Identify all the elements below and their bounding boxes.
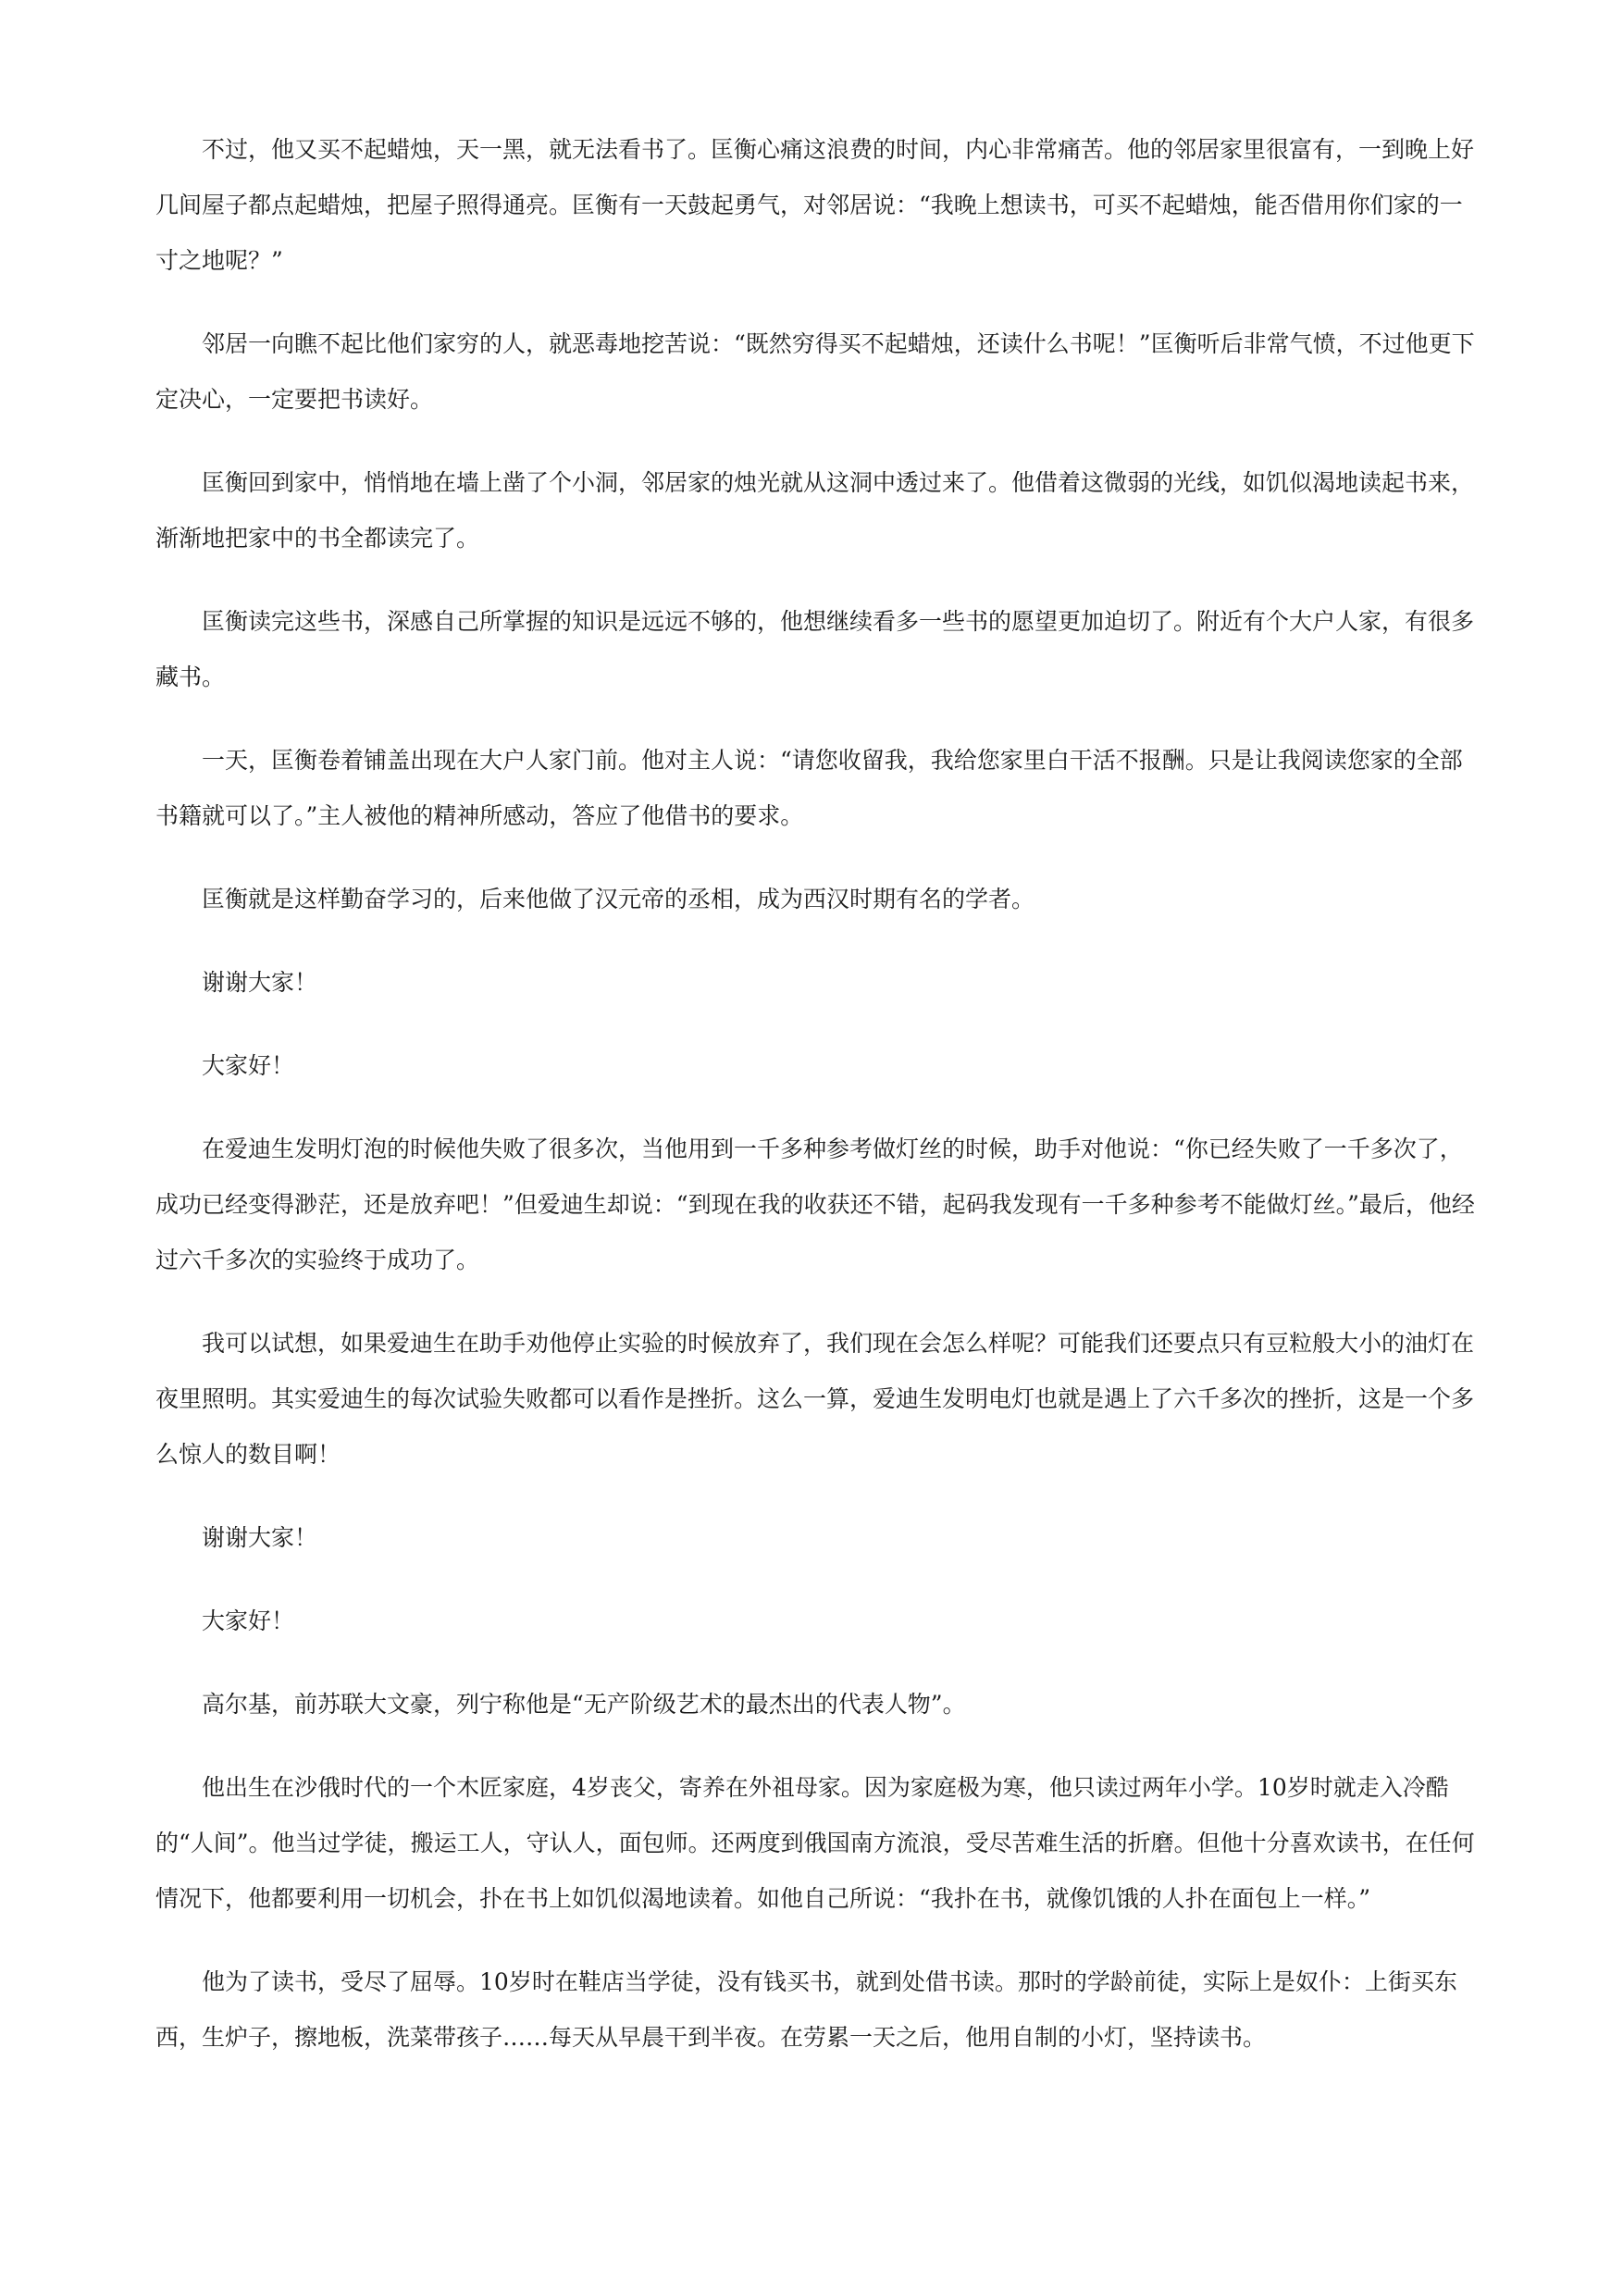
closing-line: 谢谢大家！ [202,1524,318,1551]
paragraph: 匡衡读完这些书，深感自己所掌握的知识是远远不够的，他想继续看多一些书的愿望更加迫切了。附近有个大户人家，有很多藏书。 [155,608,1475,690]
paragraph: 匡衡回到家中，悄悄地在墙上凿了个小洞，邻居家的烛光就从这洞中透过来了。他借着这微弱的光线，如饥似渴地读起书来，渐渐地把家中的书全都读完了。 [155,469,1475,552]
document-body [155,122,1479,2093]
paragraph: 在爱迪生发明灯泡的时候他失败了很多次，当他用到一千多种参考做灯丝的时候，助手对他说：“你已经失败了一千多次了，成功已经变得渺茫，还是放弃吧！”但爱迪生却说：“到现在我的收获还不错，起码我发现有一千多种参考不能做灯丝。”最后，他经过六千多次的实验终于成功了。 [155,1136,1475,1273]
paragraph: 高尔基，前苏联大文豪，列宁称他是“无产阶级艺术的最杰出的代表人物”。 [202,1691,966,1718]
greeting-line: 大家好！ [202,1052,295,1079]
greeting-line: 大家好！ [202,1607,295,1634]
paragraph: 他出生在沙俄时代的一个木匠家庭，4岁丧父，寄养在外祖母家。因为家庭极为寒，他只读过两年小学。10岁时就走入冷酷的“人间”。他当过学徒，搬运工人，守认人，面包师。还两度到俄国南方流浪，受尽苦难生活的折磨。但他十分喜欢读书，在任何情况下，他都要利用一切机会，扑在书上如饥似渴地读着。如他自己所说：“我扑在书，就像饥饿的人扑在面包上一样。” [155,1774,1475,1912]
closing-line: 谢谢大家！ [202,969,318,996]
paragraph: 不过，他又买不起蜡烛，天一黑，就无法看书了。匡衡心痛这浪费的时间，内心非常痛苦。他的邻居家里很富有，一到晚上好几间屋子都点起蜡烛，把屋子照得通亮。匡衡有一天鼓起勇气，对邻居说：“我晚上想读书，可买不起蜡烛，能否借用你们家的一寸之地呢？” [155,136,1475,274]
paragraph: 匡衡就是这样勤奋学习的，后来他做了汉元帝的丞相，成为西汉时期有名的学者。 [202,886,1035,912]
paragraph: 他为了读书，受尽了屈辱。10岁时在鞋店当学徒，没有钱买书，就到处借书读。那时的学龄前徒，实际上是奴仆：上街买东西，生炉子，擦地板，洗菜带孩子……每天从早晨干到半夜。在劳累一天之后，他用自制的小灯，坚持读书。 [155,1968,1457,2051]
paragraph: 一天，匡衡卷着铺盖出现在大户人家门前。他对主人说：“请您收留我，我给您家里白干活不报酬。只是让我阅读您家的全部书籍就可以了。”主人被他的精神所感动，答应了他借书的要求。 [155,747,1463,829]
paragraph: 邻居一向瞧不起比他们家穷的人，就恶毒地挖苦说：“既然穷得买不起蜡烛，还读什么书呢！”匡衡听后非常气愤，不过他更下定决心，一定要把书读好。 [155,330,1475,413]
paragraph: 我可以试想，如果爱迪生在助手劝他停止实验的时候放弃了，我们现在会怎么样呢？可能我们还要点只有豆粒般大小的油灯在夜里照明。其实爱迪生的每次试验失败都可以看作是挫折。这么一算，爱迪生发明电灯也就是遇上了六千多次的挫折，这是一个多么惊人的数目啊！ [155,1330,1475,1468]
